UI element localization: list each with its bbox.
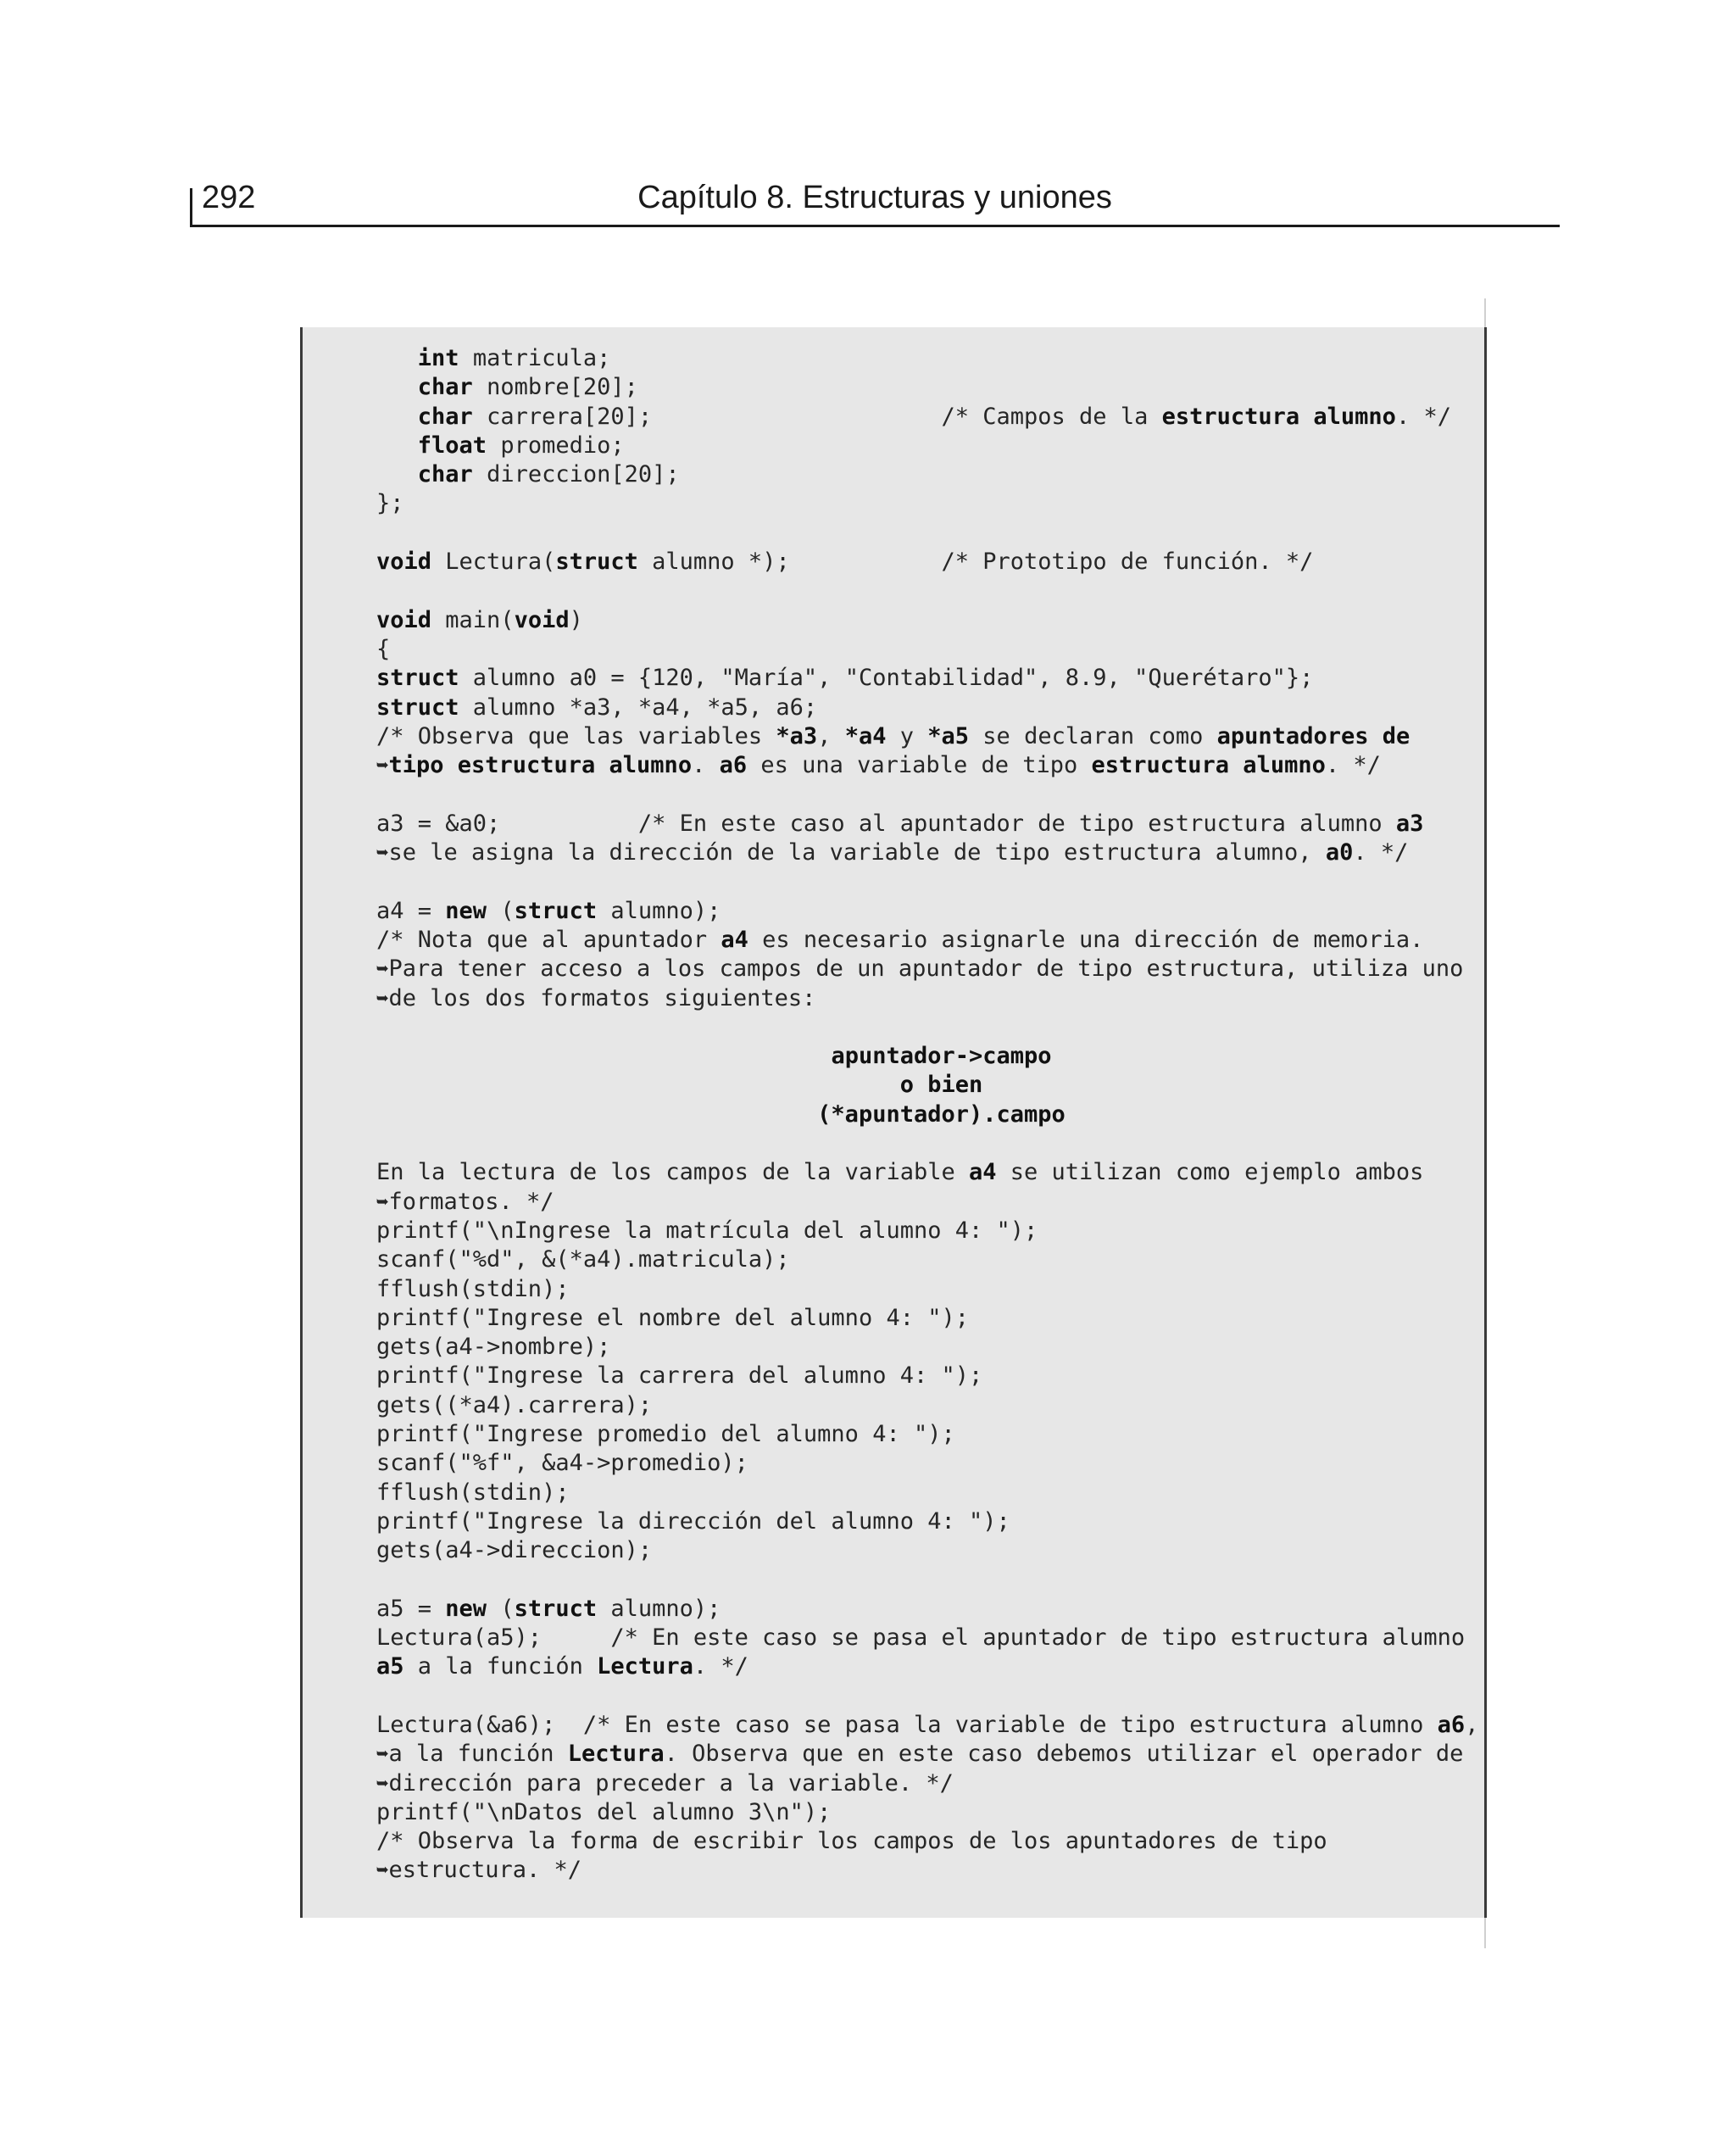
code-segment: alumno a0 = {120, "María", "Contabilidad", 8.9, "Querétaro"};	[459, 665, 1314, 692]
code-segment: void	[514, 606, 570, 633]
code-segment: printf("\nDatos del alumno 3\n");	[376, 1798, 832, 1825]
code-segment: printf("Ingrese el nombre del alumno 4: ");	[376, 1304, 969, 1331]
code-segment: printf("Ingrese la carrera del alumno 4: ");	[376, 1362, 983, 1390]
code-line	[376, 1449, 1478, 1478]
code-segment: apuntador->campo	[831, 1043, 1052, 1070]
code-segment: . Observa que en este caso debemos utilizar el operador de	[664, 1741, 1464, 1768]
code-segment: gets(a4->direccion);	[376, 1537, 653, 1564]
continuation-arrow-icon: ➥	[376, 957, 389, 982]
code-segment: printf("Ingrese la dirección del alumno 4: ");	[376, 1507, 1010, 1535]
code-segment: int	[417, 345, 459, 371]
code-segment: /* Observa la forma de escribir los campos de los apuntadores de tipo	[376, 1828, 1327, 1855]
code-segment: (	[487, 1595, 515, 1622]
code-segment: };	[376, 490, 404, 517]
code-segment: estructura alumno	[1161, 403, 1396, 430]
code-line	[376, 751, 1478, 780]
code-segment: float	[417, 432, 487, 459]
code-segment: struct	[376, 694, 459, 721]
code-box-edge-top	[1484, 298, 1486, 329]
code-segment	[376, 1043, 831, 1069]
code-segment: se utilizan como ejemplo ambos	[996, 1159, 1424, 1186]
code-line	[376, 403, 1478, 432]
code-segment	[376, 404, 418, 430]
code-segment: fflush(stdin);	[376, 1275, 570, 1302]
code-segment: printf("Ingrese promedio del alumno 4: ");	[376, 1420, 955, 1447]
code-segment: *a4	[844, 722, 887, 749]
code-segment: {	[376, 635, 391, 662]
code-line	[376, 1391, 1478, 1420]
code-segment: alumno);	[597, 897, 721, 924]
code-listing	[376, 344, 1478, 1886]
code-segment: main(	[431, 606, 515, 633]
code-segment	[376, 1072, 900, 1098]
code-line	[376, 432, 1478, 460]
page-header	[190, 170, 1560, 229]
code-line	[376, 1740, 1478, 1769]
code-line	[376, 1129, 1478, 1158]
code-segment: formatos. */	[388, 1188, 554, 1215]
code-segment: (*apuntador).campo	[817, 1100, 1066, 1128]
code-segment: struct	[514, 1595, 598, 1622]
continuation-arrow-icon: ➥	[376, 841, 389, 866]
continuation-arrow-icon: ➥	[376, 1771, 389, 1796]
code-segment: scanf("%f", &a4->promedio);	[376, 1450, 748, 1477]
code-segment: Lectura	[597, 1653, 693, 1680]
code-line	[376, 1798, 1478, 1827]
code-segment: printf("\nIngrese la matrícula del alumno 4: ");	[376, 1217, 1038, 1244]
code-line	[376, 1333, 1478, 1362]
code-line	[376, 926, 1478, 955]
code-segment: alumno *a3, *a4, *a5, a6;	[459, 694, 818, 721]
code-line	[376, 694, 1478, 722]
code-segment: . */	[1325, 752, 1381, 779]
code-line	[376, 1827, 1478, 1856]
code-segment: a5	[376, 1653, 404, 1680]
code-segment: (	[487, 897, 515, 924]
code-segment: gets((*a4).carrera);	[376, 1391, 653, 1418]
code-line	[376, 810, 1478, 838]
code-segment: promedio;	[487, 432, 625, 459]
code-segment: struct	[514, 897, 598, 924]
code-line	[376, 606, 1478, 635]
code-segment: new	[445, 897, 487, 924]
code-segment: char	[417, 403, 473, 430]
code-segment	[376, 432, 418, 459]
code-line	[376, 1362, 1478, 1390]
code-line	[376, 577, 1478, 605]
code-segment: a3	[1395, 810, 1424, 837]
code-box-edge-bottom	[1484, 1918, 1486, 1948]
code-segment: o bien	[899, 1072, 983, 1099]
continuation-arrow-icon: ➥	[376, 1189, 389, 1214]
code-segment: matricula;	[459, 345, 611, 371]
code-segment: a5 =	[376, 1595, 446, 1622]
code-segment: Lectura(&a6); /* En este caso se pasa la variable de tipo estructura alumno	[376, 1711, 1438, 1738]
code-segment: . */	[693, 1653, 748, 1680]
code-segment: Para tener acceso a los campos de un apuntador de tipo estructura, utiliza uno	[388, 955, 1464, 983]
code-line	[376, 1071, 1478, 1100]
code-segment: *a3	[776, 722, 818, 749]
code-segment: new	[445, 1595, 487, 1622]
code-line	[376, 1420, 1478, 1449]
continuation-arrow-icon: ➥	[376, 1858, 389, 1883]
code-line	[376, 344, 1478, 373]
code-segment: de los dos formatos siguientes:	[388, 984, 816, 1011]
code-line	[376, 1304, 1478, 1333]
code-segment: dirección para preceder a la variable. */	[388, 1769, 954, 1797]
code-segment: a3 = &a0; /* En este caso al apuntador de tipo estructura alumno	[376, 810, 1396, 837]
code-line	[376, 1245, 1478, 1274]
code-segment: tipo estructura alumno	[388, 752, 693, 779]
code-segment	[376, 345, 418, 371]
continuation-arrow-icon: ➥	[376, 754, 389, 778]
code-line	[376, 1275, 1478, 1304]
code-segment: . */	[1353, 839, 1409, 866]
code-line	[376, 1479, 1478, 1507]
code-segment: char	[417, 461, 473, 488]
code-line	[376, 867, 1478, 896]
code-segment: a4	[721, 926, 748, 953]
code-line	[376, 1536, 1478, 1565]
code-segment: es una variable de tipo	[747, 752, 1092, 779]
code-segment: char	[417, 374, 473, 401]
code-segment	[376, 374, 418, 400]
code-segment: void	[376, 549, 432, 576]
code-line	[376, 460, 1478, 489]
code-segment: *a5	[927, 722, 970, 749]
code-line	[376, 1100, 1478, 1129]
continuation-arrow-icon: ➥	[376, 986, 389, 1011]
code-line	[376, 635, 1478, 664]
code-line	[376, 1013, 1478, 1042]
code-segment: gets(a4->nombre);	[376, 1334, 611, 1361]
code-segment: direccion[20];	[472, 461, 680, 488]
code-segment: /* Observa que las variables	[376, 722, 776, 749]
code-line	[376, 897, 1478, 926]
code-segment: struct	[555, 549, 638, 576]
code-line	[376, 1652, 1478, 1681]
code-line	[376, 1682, 1478, 1711]
code-segment	[376, 461, 418, 487]
header-rule	[190, 225, 1560, 227]
code-listing-box	[300, 327, 1487, 1918]
code-segment	[376, 1101, 817, 1128]
code-segment: a0	[1325, 839, 1354, 866]
code-line	[376, 780, 1478, 809]
code-line	[376, 1042, 1478, 1071]
code-segment: En la lectura de los campos de la variable	[376, 1159, 969, 1186]
code-line	[376, 1624, 1478, 1652]
code-line	[376, 955, 1478, 983]
code-segment: estructura alumno	[1091, 752, 1326, 779]
code-segment: alumno);	[597, 1595, 721, 1622]
code-segment: a6	[1437, 1711, 1466, 1738]
code-segment: alumno *); /* Prototipo de función. */	[637, 549, 1314, 576]
code-segment: a4	[968, 1159, 997, 1186]
code-segment: /* Nota que al apuntador	[376, 926, 721, 953]
code-line	[376, 1158, 1478, 1187]
code-segment: fflush(stdin);	[376, 1479, 570, 1506]
code-line	[376, 722, 1478, 751]
code-segment: a la función	[388, 1741, 568, 1768]
code-line	[376, 489, 1478, 518]
code-segment: se declaran como	[969, 722, 1217, 749]
code-segment: Lectura(a5); /* En este caso se pasa el apuntador de tipo estructura alumno	[376, 1624, 1466, 1652]
code-line	[376, 1507, 1478, 1536]
code-line	[376, 838, 1478, 867]
code-line	[376, 1595, 1478, 1624]
code-segment: ,	[1465, 1711, 1479, 1738]
code-segment: a la función	[403, 1653, 598, 1680]
code-segment: . */	[1395, 403, 1451, 430]
code-line	[376, 664, 1478, 693]
page-number: 292	[202, 180, 256, 215]
code-line	[376, 1711, 1478, 1740]
code-segment: a6	[719, 752, 748, 779]
code-segment: struct	[376, 665, 459, 692]
continuation-arrow-icon: ➥	[376, 1742, 389, 1767]
code-line	[376, 984, 1478, 1013]
code-segment: Lectura	[567, 1741, 665, 1768]
code-line	[376, 548, 1478, 577]
code-line	[376, 1769, 1478, 1798]
code-segment: estructura. */	[388, 1857, 582, 1884]
code-segment: ,	[817, 722, 845, 749]
chapter-title: Capítulo 8. Estructuras y uniones	[637, 180, 1112, 215]
code-line	[376, 373, 1478, 402]
code-segment: y	[886, 722, 928, 749]
code-segment: scanf("%d", &(*a4).matricula);	[376, 1246, 790, 1273]
code-segment: se le asigna la dirección de la variable de tipo estructura alumno,	[388, 839, 1326, 866]
code-line	[376, 519, 1478, 548]
code-line	[376, 1217, 1478, 1245]
code-segment: apuntadores de	[1216, 722, 1410, 749]
code-segment: Lectura(	[431, 549, 556, 576]
code-segment: carrera[20]; /* Campos de la	[472, 403, 1162, 430]
code-segment: void	[376, 606, 432, 633]
code-segment: a4 =	[376, 897, 446, 924]
code-segment: .	[692, 752, 720, 779]
code-segment: nombre[20];	[472, 374, 638, 401]
code-segment: )	[569, 606, 583, 633]
code-line	[376, 1565, 1478, 1594]
code-line	[376, 1188, 1478, 1217]
code-line	[376, 1856, 1478, 1885]
code-segment: es necesario asignarle una dirección de memoria.	[748, 926, 1424, 953]
